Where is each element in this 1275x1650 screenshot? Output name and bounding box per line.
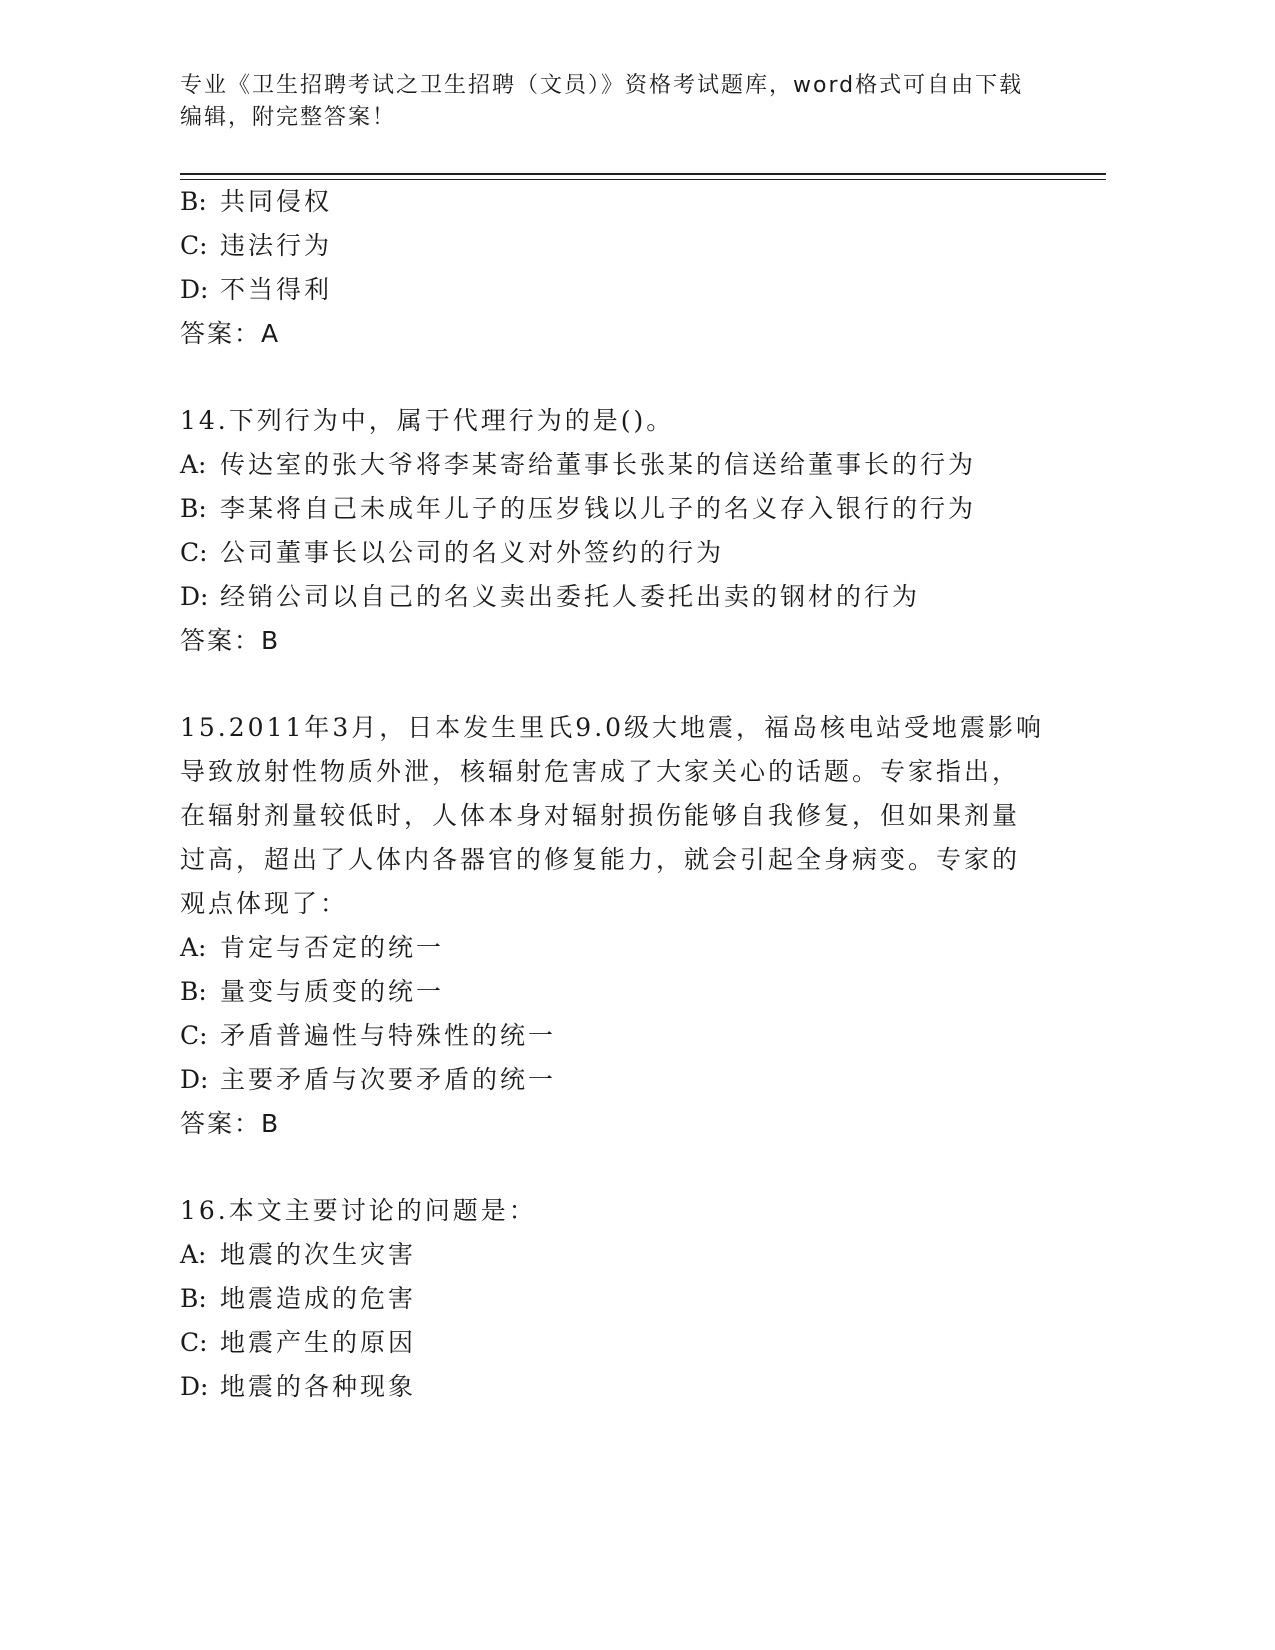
option-c [180,1014,1060,1058]
option-b [180,1277,1060,1321]
option-text: 经销公司以自己的名义卖出委托人委托出卖的钢材的行为 [220,582,921,611]
option-letter: D: [180,1372,209,1401]
option-a [180,926,1060,970]
option-text: 不当得利 [220,275,333,304]
option-letter: D: [180,275,209,304]
option-letter: C: [180,538,208,567]
option-c [180,224,1060,268]
option-b [180,970,1060,1014]
option-d [180,1365,1060,1409]
header-line-1: 专业《卫生招聘考试之卫生招聘（文员）》资格考试题库，word格式可自由下载 [180,73,1024,98]
option-text: 地震的各种现象 [220,1372,417,1401]
answer: 答案：A [180,319,281,348]
option-d [180,268,1060,312]
option-text: 公司董事长以公司的名义对外签约的行为 [220,538,725,567]
option-letter: B: [180,977,207,1006]
option-a [180,443,1060,487]
option-text: 传达室的张大爷将李某寄给董事长张某的信送给董事长的行为 [220,450,977,479]
question-stem [180,706,1050,926]
option-c [180,531,1060,575]
option-letter: C: [180,231,208,260]
option-text: 地震造成的危害 [220,1284,417,1313]
document-header [180,70,1060,134]
option-letter: B: [180,187,207,216]
option-letter: D: [180,582,209,611]
spacer [180,663,1060,706]
question-stem: 16.本文主要讨论的问题是： [180,1196,537,1225]
option-letter: A: [180,933,207,962]
spacer [180,1146,1060,1189]
option-text: 地震的次生灾害 [220,1240,417,1269]
document-body [180,180,1060,1409]
option-text: 矛盾普遍性与特殊性的统一 [220,1021,557,1050]
spacer [180,356,1060,399]
option-text: 主要矛盾与次要矛盾的统一 [220,1065,557,1094]
stem-line: 过高，超出了人体内各器官的修复能力，就会引起全身病变。专家的 [180,845,1021,874]
option-letter: B: [180,1284,207,1313]
option-b [180,180,1060,224]
option-letter: C: [180,1021,208,1050]
question-14 [180,399,1060,663]
header-line-2: 编辑，附完整答案！ [180,105,397,130]
answer: 答案：B [180,1109,281,1138]
option-letter: B: [180,494,207,523]
stem-line: 在辐射剂量较低时，人体本身对辐射损伤能够自我修复，但如果剂量 [180,801,1021,830]
question-13-tail [180,180,1060,356]
option-b [180,487,1060,531]
question-16 [180,1189,1060,1409]
option-text: 违法行为 [220,231,333,260]
answer: 答案：B [180,626,281,655]
stem-line: 15.2011年3月，日本发生里氏9.0级大地震，福岛核电站受地震影响 [180,713,1045,742]
question-stem: 14.下列行为中，属于代理行为的是()。 [180,406,675,435]
option-a [180,1233,1060,1277]
option-text: 量变与质变的统一 [220,977,445,1006]
option-text: 李某将自己未成年儿子的压岁钱以儿子的名义存入银行的行为 [220,494,977,523]
header-rule-thick [180,173,1106,175]
option-letter: A: [180,1240,207,1269]
option-c [180,1321,1060,1365]
stem-line: 观点体现了： [180,889,349,918]
stem-line: 导致放射性物质外泄，核辐射危害成了大家关心的话题。专家指出， [180,757,1021,786]
question-15 [180,706,1060,1146]
option-text: 地震产生的原因 [220,1328,417,1357]
option-letter: C: [180,1328,208,1357]
option-d [180,575,1060,619]
option-letter: A: [180,450,207,479]
option-text: 共同侵权 [220,187,333,216]
option-letter: D: [180,1065,209,1094]
option-d [180,1058,1060,1102]
option-text: 肯定与否定的统一 [220,933,445,962]
